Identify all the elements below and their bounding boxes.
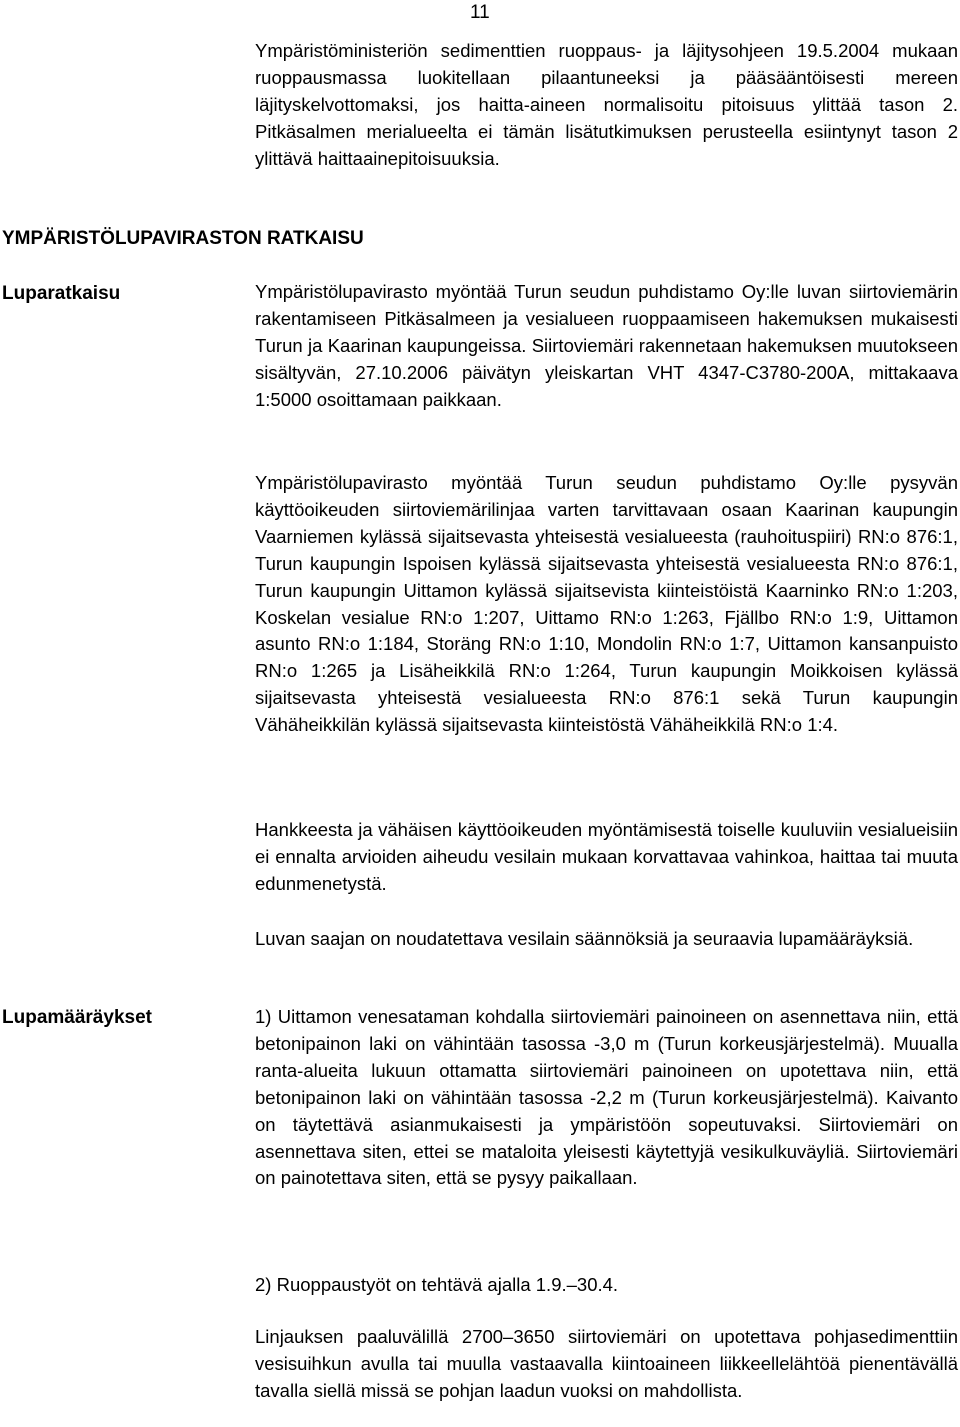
- luparatkaisu-paragraph-3: Hankkeesta ja vähäisen käyttöoikeuden myöntämisestä toiselle kuuluviin vesialueisiin ei ennalta arvioiden aiheudu vesilain mukaan korvattavaa vahinkoa, haittaa tai muuta edunmenetystä.: [255, 819, 958, 894]
- page-number: 11: [470, 2, 490, 23]
- lupamaaraykset-paragraph-2: 2) Ruoppaustyöt on tehtävä ajalla 1.9.–30.4.: [255, 1274, 619, 1295]
- luparatkaisu-paragraph-4: Luvan saajan on noudatettava vesilain säännöksiä ja seuraavia lupamääräyksiä.: [255, 928, 914, 949]
- lupamaaraykset-paragraph-3: Linjauksen paaluvälillä 2700–3650 siirtoviemäri on upotettava pohjasedimenttiin vesisuihkun avulla tai muulla vastaavalla kiintoaineen liikkeellelähtöä pienentävällä tavalla siellä missä se pohjan laadun vuoksi on mahdollista.: [255, 1326, 958, 1401]
- intro-paragraph: Ympäristöministeriön sedimenttien ruoppaus- ja läjitysohjeen 19.5.2004 mukaan ruoppausmassa luokitellaan pilaantuneeksi ja pääsääntöisesti mereen läjityskelvottomaksi, jos haitta-aineen normalisoitu pitoisuus ylittää tason 2. Pitkäsalmen merialueelta ei tämän lisätutkimuksen perusteella esiintynyt tason 2 ylittävä haittaainepitoisuuksia.: [255, 40, 958, 169]
- luparatkaisu-paragraph-1: Ympäristölupavirasto myöntää Turun seudun puhdistamo Oy:lle luvan siirtoviemärin rakentamiseen Pitkäsalmeen ja vesialueen ruoppaamiseen hakemuksen mukaisesti Turun ja Kaarinan kaupungeissa. Siirtoviemäri rakennetaan hakemuksen muutokseen sisältyvän, 27.10.2006 päivätyn yleiskartan VHT 4347-C3780-200A, mittakaava 1:5000 osoittamaan paikkaan.: [255, 281, 958, 410]
- luparatkaisu-label: Luparatkaisu: [2, 283, 121, 304]
- luparatkaisu-paragraph-2: Ympäristölupavirasto myöntää Turun seudun puhdistamo Oy:lle pysyvän käyttöoikeuden siirtoviemärilinjaa varten tarvittavaan osaan Kaarinan kaupungin Vaarniemen kylässä sijaitsevasta yhteisestä vesialueesta (rauhoituspiiri) RN:o 876:1, Turun kaupungin Ispoisen kylässä sijaitsevasta yhteisestä vesialueesta RN:o 876:1, Turun kaupungin Uittamon kylässä sijaitsevista kiinteistöistä Kaarninko RN:o 1:203, Koskelan vesialue RN:o 1:207, Uittamo RN:o 1:263, Fjällbo RN:o 1:9, Uittamon asunto RN:o 1:184, Storäng RN:o 1:10, Mondolin RN:o 1:7, Uittamon kansanpuisto RN:o 1:265 ja Lisäheikkilä RN:o 1:264, Turun kaupungin Moikkoisen kylässä sijaitsevasta yhteisestä vesialueesta RN:o 876:1 sekä Turun kaupungin Vähäheikkilän kylässä sijaitsevasta kiinteistöstä Vähäheikkilä RN:o 1:4.: [255, 472, 958, 736]
- section-heading: YMPÄRISTÖLUPAVIRASTON RATKAISU: [2, 228, 364, 249]
- lupamaaraykset-label: Lupamääräykset: [2, 1007, 152, 1028]
- lupamaaraykset-paragraph-1: 1) Uittamon venesataman kohdalla siirtoviemäri painoineen on asennettava niin, että betonipainon laki on vähintään tasossa -3,0 m (Turun korkeusjärjestelmä). Muualla ranta-alueita lukuun ottamatta siirtoviemäri painoineen on upotettava niin, että betonipainon laki on vähintään tasossa -2,2 m (Turun korkeusjärjestelmä). Kaivanto on täytettävä asianmukaisesti ja ympäristöön sopeutuvaksi. Siirtoviemäri on asennettava siten, ettei se mataloita yleisesti käytettyjä vesikulkuväyliä. Siirtoviemäri on painotettava siten, että se pysyy paikallaan.: [255, 1006, 958, 1189]
